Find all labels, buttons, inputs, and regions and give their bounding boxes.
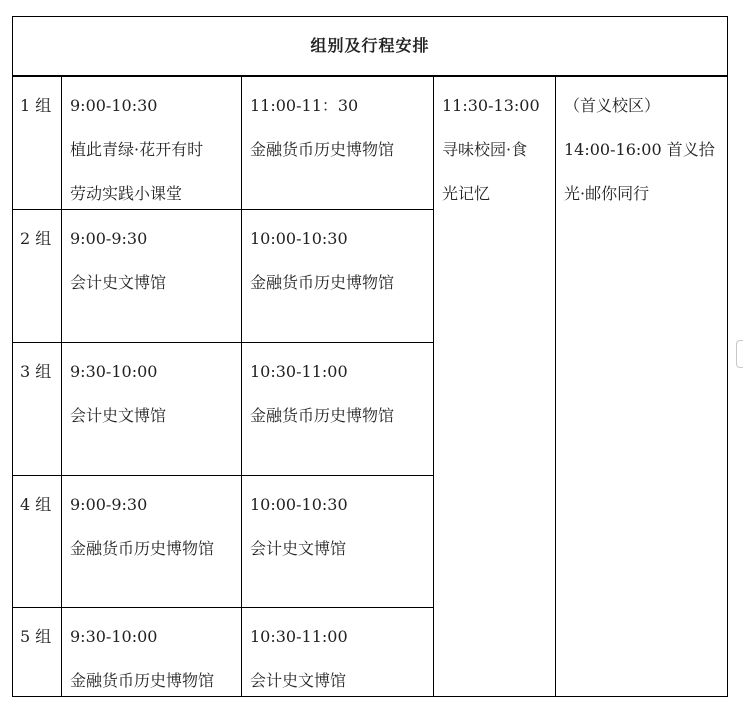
slot-place: 金融货币历史博物馆 bbox=[250, 406, 395, 425]
slot-place: 会计史文博馆 bbox=[250, 671, 347, 690]
group-label-2 bbox=[12, 209, 62, 343]
afternoon-activity: 14:00-16:00 首义拾 bbox=[564, 140, 715, 159]
group-label-5 bbox=[12, 607, 62, 697]
group-label-1 bbox=[12, 76, 62, 210]
slot-place: 会计史文博馆 bbox=[70, 406, 167, 425]
group-3-slot-1 bbox=[61, 342, 242, 476]
slot-time: 9:30-10:00 bbox=[70, 362, 158, 381]
afternoon-cell bbox=[555, 76, 728, 697]
lunch-activity: 寻味校园·食 bbox=[442, 140, 528, 159]
slot-place: 金融货币历史博物馆 bbox=[70, 671, 215, 690]
slot-time: 9:00-9:30 bbox=[70, 495, 148, 514]
group-5-slot-1 bbox=[61, 607, 242, 697]
group-label-text: 3 组 bbox=[20, 362, 52, 381]
lunch-time: 11:30-13:00 bbox=[442, 96, 540, 115]
group-1-slot-2 bbox=[241, 76, 434, 210]
campus-name: （首义校区） bbox=[564, 96, 661, 115]
group-2-slot-1 bbox=[61, 209, 242, 343]
group-label-4 bbox=[12, 475, 62, 608]
slot-place: 金融货币历史博物馆 bbox=[250, 273, 395, 292]
slot-time: 9:30-10:00 bbox=[70, 627, 158, 646]
group-label-3 bbox=[12, 342, 62, 476]
slot-time: 11:00-11：30 bbox=[250, 96, 359, 115]
slot-activity: 植此青绿·花开有时 bbox=[70, 140, 204, 159]
slot-activity: 劳动实践小课堂 bbox=[70, 184, 183, 203]
group-label-text: 5 组 bbox=[20, 627, 52, 646]
slot-place: 金融货币历史博物馆 bbox=[250, 140, 395, 159]
slot-time: 10:00-10:30 bbox=[250, 229, 348, 248]
slot-place: 会计史文博馆 bbox=[70, 273, 167, 292]
slot-place: 金融货币历史博物馆 bbox=[70, 539, 215, 558]
group-5-slot-2 bbox=[241, 607, 434, 697]
lunch-cell bbox=[433, 76, 556, 697]
group-label-text: 4 组 bbox=[20, 495, 52, 514]
slot-time: 10:30-11:00 bbox=[250, 362, 348, 381]
slot-place: 会计史文博馆 bbox=[250, 539, 347, 558]
group-3-slot-2 bbox=[241, 342, 434, 476]
table-title: 组别及行程安排 bbox=[12, 16, 728, 76]
slot-time: 10:00-10:30 bbox=[250, 495, 348, 514]
group-4-slot-2 bbox=[241, 475, 434, 608]
side-panel-handle[interactable] bbox=[736, 340, 743, 368]
group-label-text: 2 组 bbox=[20, 229, 52, 248]
slot-time: 10:30-11:00 bbox=[250, 627, 348, 646]
group-4-slot-1 bbox=[61, 475, 242, 608]
slot-time: 9:00-10:30 bbox=[70, 96, 158, 115]
afternoon-activity: 光·邮你同行 bbox=[564, 184, 650, 203]
lunch-activity: 光记忆 bbox=[442, 184, 491, 203]
group-1-slot-1 bbox=[61, 76, 242, 210]
group-label-text: 1 组 bbox=[20, 96, 52, 115]
group-2-slot-2 bbox=[241, 209, 434, 343]
slot-time: 9:00-9:30 bbox=[70, 229, 148, 248]
